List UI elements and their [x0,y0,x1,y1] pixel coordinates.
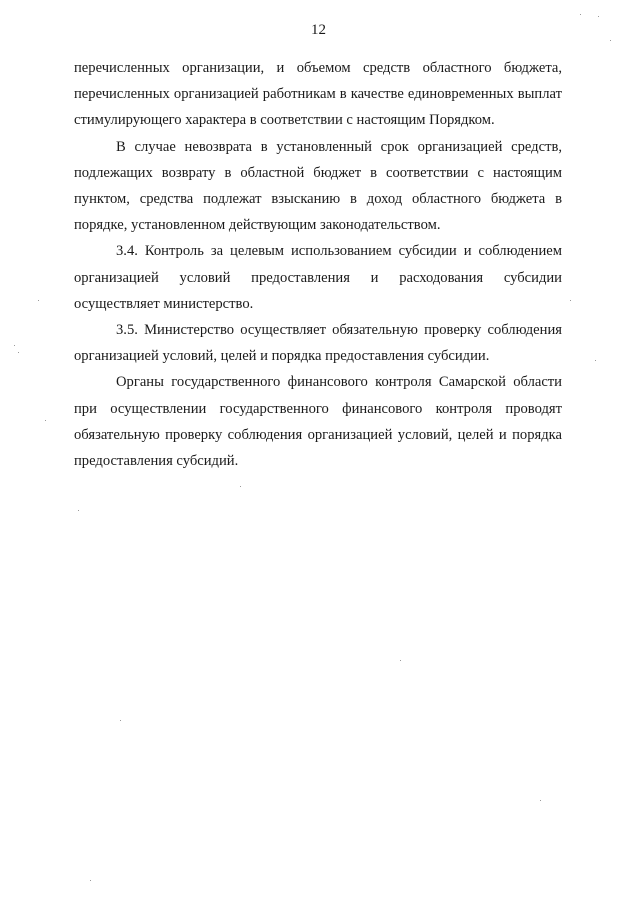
scan-speck [400,660,401,661]
scan-speck [580,14,581,15]
scan-speck [14,345,15,346]
paragraph-continuation: перечисленных организации, и объемом средств областного бюджета, перечисленных организацией работникам в качестве единовременных выплат стимулирующего характера в соответствии с настоящим Порядком. [74,60,562,129]
document-body [74,55,562,474]
paragraph-control-bodies: Органы государственного финансового контроля Самарской области при осуществлении государственного финансового контроля проводят обязательную проверку соблюдения организацией условий, целей и порядка предоставления субсидий. [74,374,562,470]
scan-speck [240,486,241,487]
scan-speck [38,300,39,301]
scan-speck [540,800,541,801]
scan-speck [45,420,46,421]
page-number: 12 [311,22,326,38]
scan-speck [570,300,571,301]
scan-speck [90,880,91,881]
scan-speck [598,16,599,17]
scan-speck [610,40,611,41]
paragraph-3-4: 3.4. Контроль за целевым использованием субсидии и соблюдением организацией условий предоставления и расходования субсидии осуществляет министерство. [74,243,562,312]
scan-speck [120,720,121,721]
scan-speck [78,510,79,511]
scan-speck [595,360,596,361]
paragraph-nonreturn: В случае невозврата в установленный срок организацией средств, подлежащих возврату в областной бюджет в соответствии с настоящим пунктом, средства подлежат взысканию в доход областного бюджета в порядке, установленном действующим законодательством. [74,138,562,234]
scan-speck [18,352,19,353]
paragraph-3-5: 3.5. Министерство осуществляет обязательную проверку соблюдения организацией условий, целей и порядка предоставления субсидии. [74,322,562,365]
